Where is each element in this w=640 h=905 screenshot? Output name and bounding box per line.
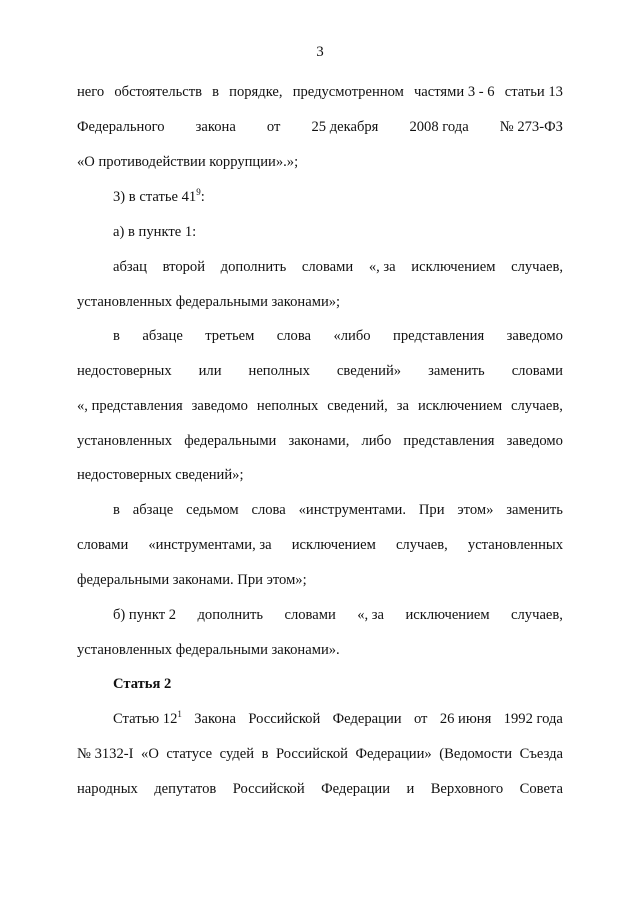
- word: заменить: [428, 363, 485, 379]
- word: и: [406, 781, 415, 797]
- text-line-9: [77, 362, 563, 380]
- word: неполных: [256, 398, 319, 414]
- word: статьи 13: [504, 84, 563, 100]
- word: в: [113, 328, 120, 344]
- word: Федерального: [77, 119, 165, 135]
- word: Российской: [232, 781, 305, 797]
- text-line-5: а) в пункте 1:: [113, 224, 197, 240]
- word: в: [113, 502, 120, 518]
- word: Российской: [276, 746, 348, 762]
- word: исключением: [291, 537, 376, 553]
- word: (Ведомости: [439, 746, 513, 762]
- text-line-7: установленных федеральными законами»;: [77, 294, 341, 310]
- word: Совета: [519, 781, 563, 797]
- word: Закона: [194, 711, 236, 727]
- word: слова: [251, 502, 286, 518]
- superscript: 9: [196, 187, 201, 198]
- word: При: [418, 502, 445, 518]
- word: случаев,: [511, 607, 563, 623]
- word: законами,: [288, 433, 350, 449]
- word: обстоятельств: [114, 84, 202, 100]
- word: заведомо: [506, 433, 563, 449]
- word: порядке,: [229, 84, 283, 100]
- article-heading: Статья 2: [113, 676, 172, 692]
- word: дополнить: [197, 607, 264, 623]
- word: Федерации: [332, 711, 402, 727]
- word: предусмотренном: [292, 84, 404, 100]
- word: [113, 710, 182, 728]
- word: исключением: [405, 607, 490, 623]
- word: судей: [219, 746, 255, 762]
- text-line-15: федеральными законами. При этом»;: [77, 572, 307, 588]
- word: случаев,: [511, 259, 563, 275]
- text-line-18: [113, 710, 563, 728]
- word: случаев,: [395, 537, 448, 553]
- text-line-20: [77, 780, 563, 798]
- word: от: [413, 711, 428, 727]
- word: этом»: [457, 502, 494, 518]
- word: 2008 года: [409, 119, 469, 135]
- word: частями 3 - 6: [413, 84, 495, 100]
- word: № 273-ФЗ: [499, 119, 563, 135]
- word: 25 декабря: [311, 119, 379, 135]
- word: Верховного: [430, 781, 504, 797]
- word: представления: [393, 328, 485, 344]
- word: или: [198, 363, 222, 379]
- text-line-1: [77, 83, 563, 101]
- word: «инструментами, за: [148, 537, 272, 553]
- word: случаев,: [511, 398, 563, 414]
- word: сведений,: [327, 398, 388, 414]
- text-line-17: установленных федеральными законами».: [77, 642, 340, 658]
- word: «либо: [333, 328, 371, 344]
- word: установленных: [77, 433, 173, 449]
- text-line-10: [77, 397, 563, 415]
- text-line-16: [113, 606, 563, 624]
- word: в: [261, 746, 269, 762]
- word: «, представления: [77, 398, 183, 414]
- word: словами: [301, 259, 354, 275]
- word: Федерации»: [355, 746, 432, 762]
- word: словами: [77, 537, 129, 553]
- word: слова: [276, 328, 312, 344]
- word: в: [212, 84, 220, 100]
- word: заведомо: [506, 328, 563, 344]
- text-line-2: [77, 118, 563, 136]
- text-line-14: [77, 536, 563, 554]
- word: второй: [162, 259, 206, 275]
- word: 26 июня: [439, 711, 492, 727]
- word: сведений»: [336, 363, 402, 379]
- word: статусе: [166, 746, 213, 762]
- word: дополнить: [220, 259, 287, 275]
- word: заменить: [506, 502, 563, 518]
- word: Российской: [248, 711, 321, 727]
- word: заведомо: [191, 398, 248, 414]
- text-line-12: недостоверных сведений»;: [77, 467, 244, 483]
- word: Съезда: [519, 746, 563, 762]
- word: исключением: [417, 398, 503, 414]
- word: словами: [511, 363, 563, 379]
- word: «О: [141, 746, 159, 762]
- word: «, за: [357, 607, 385, 623]
- word: третьем: [205, 328, 255, 344]
- word: депутатов: [154, 781, 217, 797]
- word: абзаце: [142, 328, 183, 344]
- word: недостоверных: [77, 363, 172, 379]
- word: № 3132-I: [77, 746, 134, 762]
- word: либо: [361, 433, 392, 449]
- text-line-3: «О противодействии коррупции».»;: [77, 154, 299, 170]
- word: закона: [195, 119, 236, 135]
- text-line-13: [113, 501, 563, 519]
- text-line-8: [113, 327, 563, 345]
- word: от: [266, 119, 281, 135]
- word: неполных: [248, 363, 310, 379]
- word: «, за: [368, 259, 396, 275]
- word: абзаце: [132, 502, 174, 518]
- word: «инструментами.: [298, 502, 407, 518]
- word: абзац: [113, 259, 147, 275]
- word: установленных: [467, 537, 563, 553]
- superscript: 1: [177, 709, 182, 720]
- word: за: [396, 398, 409, 414]
- text-line-19: [77, 745, 563, 763]
- text-line-4: [113, 188, 563, 206]
- word: представления: [403, 433, 495, 449]
- text-line-11: [77, 432, 563, 450]
- word: него: [77, 84, 105, 100]
- item-text: 3) в статье 41: [113, 189, 197, 205]
- article-ref: Статью 12: [113, 711, 178, 727]
- word: Федерации: [321, 781, 391, 797]
- word: народных: [77, 781, 138, 797]
- word: б) пункт 2: [113, 607, 177, 623]
- word: исключением: [411, 259, 496, 275]
- word: 1992 года: [503, 711, 563, 727]
- word: словами: [284, 607, 336, 623]
- text-line-6: [113, 258, 563, 276]
- item-text: :: [200, 189, 205, 205]
- word: федеральными: [184, 433, 277, 449]
- page-number: 3: [316, 44, 324, 60]
- word: седьмом: [186, 502, 239, 518]
